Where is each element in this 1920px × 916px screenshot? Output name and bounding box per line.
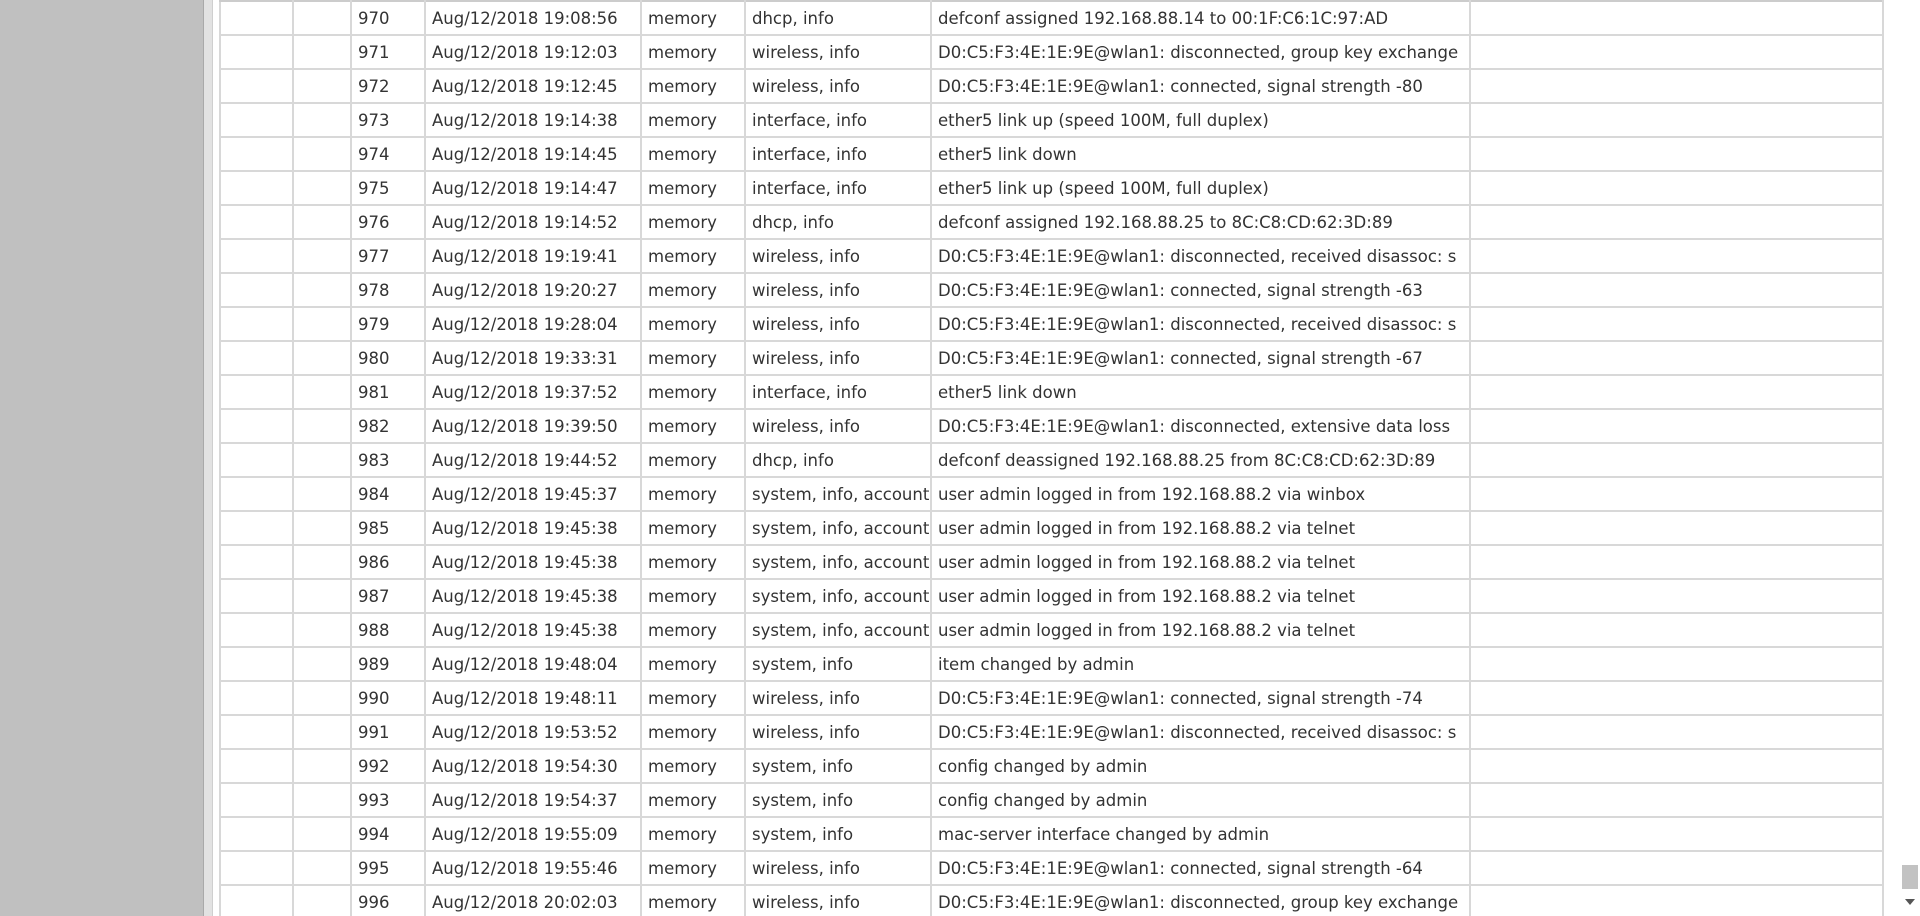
log-row[interactable]: [220, 715, 1883, 749]
log-row[interactable]: [220, 341, 1883, 375]
entry-time: Aug/12/2018 19:19:41: [425, 239, 641, 273]
trailing-cell: [1470, 273, 1883, 307]
marker-cell: [293, 171, 351, 205]
marker-cell: [293, 307, 351, 341]
marker-cell: [293, 817, 351, 851]
entry-time: Aug/12/2018 19:37:52: [425, 375, 641, 409]
flag-cell: [220, 545, 293, 579]
entry-number: 981: [351, 375, 425, 409]
entry-time: Aug/12/2018 19:45:37: [425, 477, 641, 511]
entry-time: Aug/12/2018 19:39:50: [425, 409, 641, 443]
entry-topics: wireless, info: [745, 341, 931, 375]
marker-cell: [293, 341, 351, 375]
entry-buffer: memory: [641, 613, 745, 647]
trailing-cell: [1470, 647, 1883, 681]
entry-topics: interface, info: [745, 137, 931, 171]
flag-cell: [220, 783, 293, 817]
log-row[interactable]: [220, 477, 1883, 511]
entry-number: 973: [351, 103, 425, 137]
flag-cell: [220, 511, 293, 545]
entry-topics: wireless, info: [745, 715, 931, 749]
entry-message: user admin logged in from 192.168.88.2 via telnet: [931, 545, 1470, 579]
marker-cell: [293, 137, 351, 171]
entry-buffer: memory: [641, 749, 745, 783]
marker-cell: [293, 69, 351, 103]
entry-message: defconf assigned 192.168.88.25 to 8C:C8:CD:62:3D:89: [931, 205, 1470, 239]
flag-cell: [220, 171, 293, 205]
entry-time: Aug/12/2018 19:45:38: [425, 511, 641, 545]
entry-time: Aug/12/2018 19:14:38: [425, 103, 641, 137]
entry-time: Aug/12/2018 19:48:11: [425, 681, 641, 715]
entry-number: 976: [351, 205, 425, 239]
entry-message: D0:C5:F3:4E:1E:9E@wlan1: connected, signal strength -67: [931, 341, 1470, 375]
entry-buffer: memory: [641, 579, 745, 613]
flag-cell: [220, 477, 293, 511]
entry-number: 990: [351, 681, 425, 715]
marker-cell: [293, 783, 351, 817]
entry-buffer: memory: [641, 103, 745, 137]
entry-message: D0:C5:F3:4E:1E:9E@wlan1: disconnected, group key exchange: [931, 35, 1470, 69]
marker-cell: [293, 749, 351, 783]
entry-buffer: memory: [641, 171, 745, 205]
scroll-down-arrow-icon[interactable]: [1900, 892, 1920, 912]
entry-number: 992: [351, 749, 425, 783]
marker-cell: [293, 715, 351, 749]
entry-buffer: memory: [641, 817, 745, 851]
entry-buffer: memory: [641, 35, 745, 69]
marker-cell: [293, 239, 351, 273]
entry-message: D0:C5:F3:4E:1E:9E@wlan1: disconnected, extensive data loss: [931, 409, 1470, 443]
trailing-cell: [1470, 545, 1883, 579]
flag-cell: [220, 239, 293, 273]
flag-cell: [220, 35, 293, 69]
entry-buffer: memory: [641, 681, 745, 715]
entry-message: D0:C5:F3:4E:1E:9E@wlan1: connected, signal strength -74: [931, 681, 1470, 715]
entry-topics: system, info: [745, 783, 931, 817]
flag-cell: [220, 579, 293, 613]
entry-buffer: memory: [641, 545, 745, 579]
entry-message: defconf assigned 192.168.88.14 to 00:1F:C6:1C:97:AD: [931, 1, 1470, 35]
trailing-cell: [1470, 171, 1883, 205]
entry-topics: interface, info: [745, 171, 931, 205]
trailing-cell: [1470, 341, 1883, 375]
marker-cell: [293, 443, 351, 477]
entry-time: Aug/12/2018 19:48:04: [425, 647, 641, 681]
marker-cell: [293, 273, 351, 307]
entry-time: Aug/12/2018 19:20:27: [425, 273, 641, 307]
trailing-cell: [1470, 715, 1883, 749]
entry-buffer: memory: [641, 1, 745, 35]
trailing-cell: [1470, 613, 1883, 647]
entry-time: Aug/12/2018 19:55:09: [425, 817, 641, 851]
trailing-cell: [1470, 69, 1883, 103]
flag-cell: [220, 409, 293, 443]
log-row[interactable]: [220, 885, 1883, 916]
log-row[interactable]: [220, 613, 1883, 647]
log-row[interactable]: [220, 409, 1883, 443]
entry-number: 995: [351, 851, 425, 885]
entry-message: D0:C5:F3:4E:1E:9E@wlan1: disconnected, received disassoc: s: [931, 307, 1470, 341]
entry-buffer: memory: [641, 137, 745, 171]
trailing-cell: [1470, 749, 1883, 783]
entry-number: 979: [351, 307, 425, 341]
flag-cell: [220, 103, 293, 137]
entry-number: 987: [351, 579, 425, 613]
entry-message: item changed by admin: [931, 647, 1470, 681]
flag-cell: [220, 613, 293, 647]
entry-number: 994: [351, 817, 425, 851]
log-row[interactable]: [220, 103, 1883, 137]
entry-time: Aug/12/2018 19:12:03: [425, 35, 641, 69]
marker-cell: [293, 375, 351, 409]
entry-buffer: memory: [641, 443, 745, 477]
flag-cell: [220, 443, 293, 477]
entry-number: 991: [351, 715, 425, 749]
entry-message: user admin logged in from 192.168.88.2 via telnet: [931, 613, 1470, 647]
log-row[interactable]: [220, 783, 1883, 817]
trailing-cell: [1470, 851, 1883, 885]
marker-cell: [293, 681, 351, 715]
entry-topics: interface, info: [745, 375, 931, 409]
log-row[interactable]: [220, 205, 1883, 239]
entry-number: 982: [351, 409, 425, 443]
marker-cell: [293, 477, 351, 511]
marker-cell: [293, 205, 351, 239]
entry-topics: wireless, info: [745, 851, 931, 885]
entry-number: 983: [351, 443, 425, 477]
entry-buffer: memory: [641, 273, 745, 307]
vertical-scrollbar[interactable]: [1900, 0, 1920, 916]
log-row[interactable]: [220, 375, 1883, 409]
entry-topics: wireless, info: [745, 35, 931, 69]
entry-number: 974: [351, 137, 425, 171]
flag-cell: [220, 851, 293, 885]
flag-cell: [220, 749, 293, 783]
entry-time: Aug/12/2018 19:28:04: [425, 307, 641, 341]
entry-message: config changed by admin: [931, 783, 1470, 817]
entry-time: Aug/12/2018 19:33:31: [425, 341, 641, 375]
entry-time: Aug/12/2018 19:14:52: [425, 205, 641, 239]
entry-buffer: memory: [641, 205, 745, 239]
trailing-cell: [1470, 1, 1883, 35]
log-row[interactable]: [220, 817, 1883, 851]
flag-cell: [220, 341, 293, 375]
entry-buffer: memory: [641, 239, 745, 273]
entry-number: 988: [351, 613, 425, 647]
entry-number: 986: [351, 545, 425, 579]
entry-message: config changed by admin: [931, 749, 1470, 783]
marker-cell: [293, 1, 351, 35]
entry-number: 970: [351, 1, 425, 35]
log-row[interactable]: [220, 273, 1883, 307]
entry-time: Aug/12/2018 19:14:45: [425, 137, 641, 171]
entry-message: defconf deassigned 192.168.88.25 from 8C:C8:CD:62:3D:89: [931, 443, 1470, 477]
entry-message: D0:C5:F3:4E:1E:9E@wlan1: connected, signal strength -64: [931, 851, 1470, 885]
marker-cell: [293, 409, 351, 443]
log-row[interactable]: [220, 647, 1883, 681]
trailing-cell: [1470, 681, 1883, 715]
trailing-cell: [1470, 137, 1883, 171]
entry-topics: system, info: [745, 749, 931, 783]
entry-topics: wireless, info: [745, 885, 931, 916]
trailing-cell: [1470, 885, 1883, 916]
entry-buffer: memory: [641, 341, 745, 375]
entry-message: ether5 link up (speed 100M, full duplex): [931, 103, 1470, 137]
entry-topics: system, info: [745, 817, 931, 851]
entry-number: 977: [351, 239, 425, 273]
trailing-cell: [1470, 409, 1883, 443]
trailing-cell: [1470, 205, 1883, 239]
entry-topics: wireless, info: [745, 69, 931, 103]
marker-cell: [293, 35, 351, 69]
scrollbar-thumb[interactable]: [1902, 865, 1918, 889]
entry-message: user admin logged in from 192.168.88.2 via telnet: [931, 511, 1470, 545]
entry-number: 989: [351, 647, 425, 681]
entry-topics: system, info, account: [745, 477, 931, 511]
trailing-cell: [1470, 783, 1883, 817]
entry-message: ether5 link down: [931, 137, 1470, 171]
entry-topics: dhcp, info: [745, 443, 931, 477]
flag-cell: [220, 273, 293, 307]
entry-topics: wireless, info: [745, 409, 931, 443]
trailing-cell: [1470, 511, 1883, 545]
marker-cell: [293, 851, 351, 885]
flag-cell: [220, 681, 293, 715]
marker-cell: [293, 647, 351, 681]
flag-cell: [220, 69, 293, 103]
entry-message: D0:C5:F3:4E:1E:9E@wlan1: connected, signal strength -63: [931, 273, 1470, 307]
entry-topics: wireless, info: [745, 239, 931, 273]
log-row[interactable]: [220, 681, 1883, 715]
entry-time: Aug/12/2018 19:45:38: [425, 613, 641, 647]
entry-topics: wireless, info: [745, 273, 931, 307]
entry-time: Aug/12/2018 19:45:38: [425, 545, 641, 579]
flag-cell: [220, 137, 293, 171]
entry-message: mac-server interface changed by admin: [931, 817, 1470, 851]
entry-buffer: memory: [641, 783, 745, 817]
entry-topics: dhcp, info: [745, 205, 931, 239]
entry-buffer: memory: [641, 307, 745, 341]
marker-cell: [293, 579, 351, 613]
entry-buffer: memory: [641, 647, 745, 681]
entry-topics: system, info: [745, 647, 931, 681]
entry-topics: system, info, account: [745, 613, 931, 647]
entry-buffer: memory: [641, 69, 745, 103]
entry-number: 975: [351, 171, 425, 205]
marker-cell: [293, 511, 351, 545]
log-row[interactable]: [220, 69, 1883, 103]
log-row[interactable]: [220, 545, 1883, 579]
log-row[interactable]: [220, 579, 1883, 613]
entry-number: 984: [351, 477, 425, 511]
flag-cell: [220, 307, 293, 341]
entry-topics: wireless, info: [745, 681, 931, 715]
entry-buffer: memory: [641, 375, 745, 409]
entry-topics: interface, info: [745, 103, 931, 137]
entry-number: 993: [351, 783, 425, 817]
entry-message: ether5 link down: [931, 375, 1470, 409]
trailing-cell: [1470, 443, 1883, 477]
flag-cell: [220, 715, 293, 749]
entry-number: 980: [351, 341, 425, 375]
sidebar-divider: [204, 0, 213, 916]
entry-number: 996: [351, 885, 425, 916]
entry-topics: system, info, account: [745, 579, 931, 613]
trailing-cell: [1470, 35, 1883, 69]
trailing-cell: [1470, 239, 1883, 273]
entry-buffer: memory: [641, 477, 745, 511]
entry-topics: wireless, info: [745, 307, 931, 341]
entry-time: Aug/12/2018 20:02:03: [425, 885, 641, 916]
entry-buffer: memory: [641, 715, 745, 749]
marker-cell: [293, 885, 351, 916]
log-row[interactable]: [220, 171, 1883, 205]
marker-cell: [293, 613, 351, 647]
entry-number: 971: [351, 35, 425, 69]
log-row[interactable]: [220, 511, 1883, 545]
flag-cell: [220, 375, 293, 409]
entry-time: Aug/12/2018 19:53:52: [425, 715, 641, 749]
entry-message: D0:C5:F3:4E:1E:9E@wlan1: disconnected, group key exchange: [931, 885, 1470, 916]
entry-topics: system, info, account: [745, 545, 931, 579]
trailing-cell: [1470, 477, 1883, 511]
entry-message: user admin logged in from 192.168.88.2 via winbox: [931, 477, 1470, 511]
trailing-cell: [1470, 579, 1883, 613]
log-table-body: [220, 1, 1883, 916]
log-row[interactable]: [220, 851, 1883, 885]
entry-message: D0:C5:F3:4E:1E:9E@wlan1: disconnected, received disassoc: s: [931, 715, 1470, 749]
trailing-cell: [1470, 375, 1883, 409]
entry-buffer: memory: [641, 885, 745, 916]
log-row[interactable]: [220, 137, 1883, 171]
log-table: [219, 0, 1884, 916]
marker-cell: [293, 545, 351, 579]
entry-number: 985: [351, 511, 425, 545]
entry-time: Aug/12/2018 19:55:46: [425, 851, 641, 885]
sidebar-panel: [0, 0, 204, 916]
entry-time: Aug/12/2018 19:45:38: [425, 579, 641, 613]
entry-buffer: memory: [641, 851, 745, 885]
entry-time: Aug/12/2018 19:14:47: [425, 171, 641, 205]
marker-cell: [293, 103, 351, 137]
log-content-area: [213, 0, 1900, 916]
flag-cell: [220, 205, 293, 239]
entry-message: ether5 link up (speed 100M, full duplex): [931, 171, 1470, 205]
entry-topics: system, info, account: [745, 511, 931, 545]
entry-message: user admin logged in from 192.168.88.2 via telnet: [931, 579, 1470, 613]
log-row[interactable]: [220, 239, 1883, 273]
flag-cell: [220, 885, 293, 916]
log-row[interactable]: [220, 749, 1883, 783]
entry-time: Aug/12/2018 19:12:45: [425, 69, 641, 103]
log-row[interactable]: [220, 1, 1883, 35]
entry-time: Aug/12/2018 19:54:37: [425, 783, 641, 817]
entry-topics: dhcp, info: [745, 1, 931, 35]
flag-cell: [220, 1, 293, 35]
entry-message: D0:C5:F3:4E:1E:9E@wlan1: connected, signal strength -80: [931, 69, 1470, 103]
trailing-cell: [1470, 307, 1883, 341]
entry-number: 978: [351, 273, 425, 307]
entry-message: D0:C5:F3:4E:1E:9E@wlan1: disconnected, received disassoc: s: [931, 239, 1470, 273]
log-row[interactable]: [220, 307, 1883, 341]
log-row[interactable]: [220, 35, 1883, 69]
entry-time: Aug/12/2018 19:44:52: [425, 443, 641, 477]
trailing-cell: [1470, 103, 1883, 137]
entry-buffer: memory: [641, 511, 745, 545]
trailing-cell: [1470, 817, 1883, 851]
entry-time: Aug/12/2018 19:54:30: [425, 749, 641, 783]
entry-number: 972: [351, 69, 425, 103]
flag-cell: [220, 817, 293, 851]
log-row[interactable]: [220, 443, 1883, 477]
entry-time: Aug/12/2018 19:08:56: [425, 1, 641, 35]
entry-buffer: memory: [641, 409, 745, 443]
flag-cell: [220, 647, 293, 681]
